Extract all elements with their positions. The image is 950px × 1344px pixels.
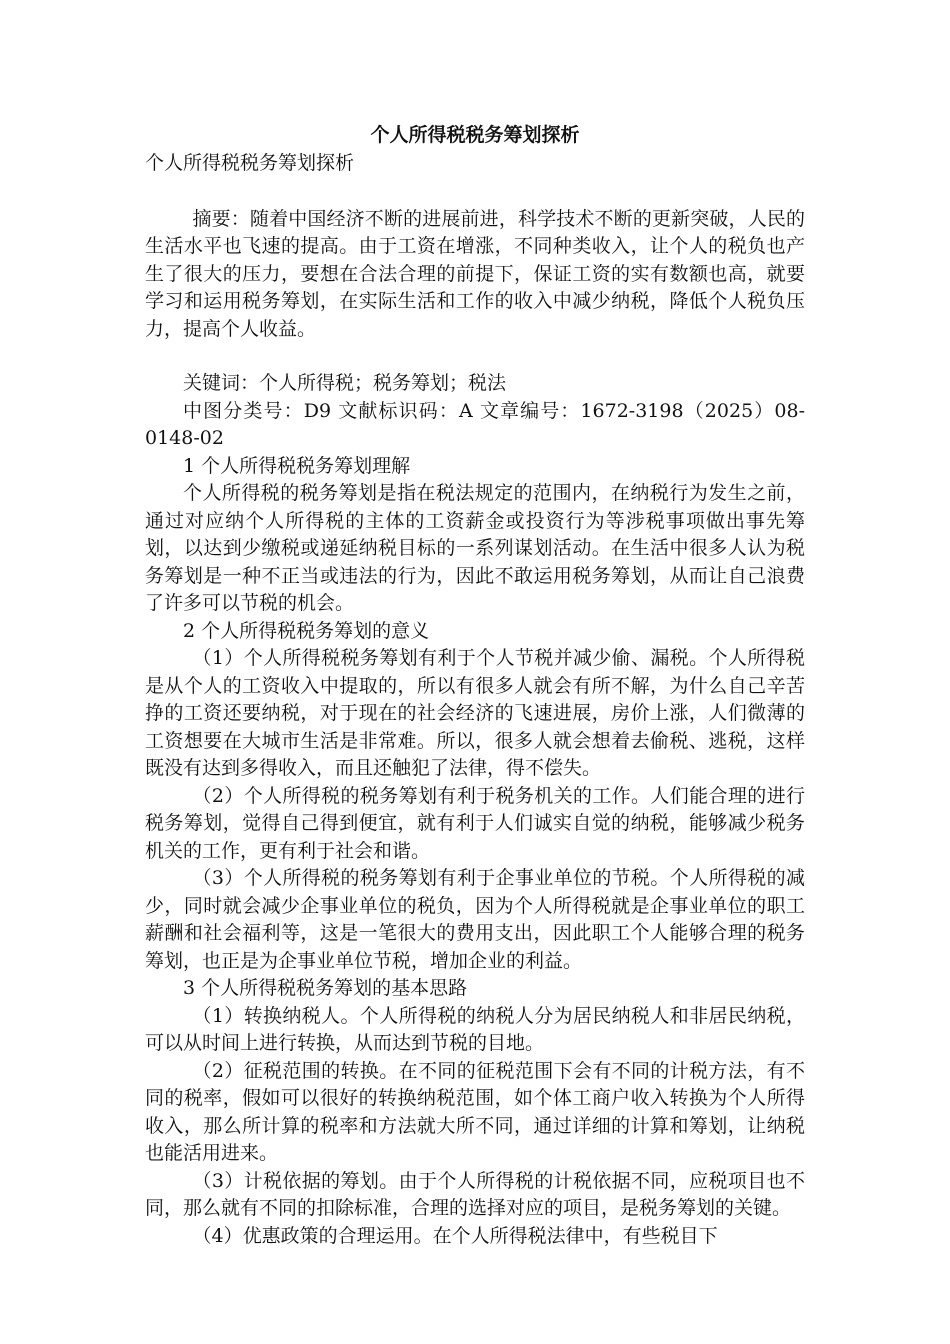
section-2-item-2: （2）个人所得税的税务筹划有利于税务机关的工作。人们能合理的进行税务筹划，觉得自己得到便宜，就有利于人们诚实自觉的纳税，能够减少税务机关的工作，更有利于社会和谐。 [145,784,805,862]
section-3-item-2: （2）征税范围的转换。在不同的征税范围下会有不同的计税方法，有不同的税率，假如可以很好的转换纳税范围，如个体工商户收入转换为个人所得收入，那么所计算的税率和方法就大所不同，通过详细的计算和筹划，让纳税也能活用进来。 [145,1059,805,1164]
section-3-item-3: （3）计税依据的筹划。由于个人所得税的计税依据不同，应税项目也不同，那么就有不同的扣除标准，合理的选择对应的项目，是税务筹划的关键。 [145,1169,805,1219]
document-page [145,120,805,1250]
classification-line: 中图分类号：D9 文献标识码：A 文章编号：1672-3198（2025）08-0148-02 [145,399,805,449]
section-1-body: 个人所得税的税务筹划是指在税法规定的范围内，在纳税行为发生之前，通过对应纳个人所得税的主体的工资薪金或投资行为等涉税事项做出事先筹划，以达到少缴税或递延纳税目标的一系列谋划活动。在生活中很多人认为税务筹划是一种不正当或违法的行为，因此不敢运用税务筹划，从而让自己浪费了许多可以节税的机会。 [145,482,805,614]
keywords-line: 关键词：个人所得税；税务筹划；税法 [183,372,507,394]
section-2-heading: 2 个人所得税税务筹划的意义 [183,619,430,642]
section-3-item-1: （1）转换纳税人。个人所得税的纳税人分为居民纳税人和非居民纳税，可以从时间上进行转换，从而达到节税的目地。 [145,1004,805,1054]
document-title: 个人所得税税务筹划探析 [370,124,580,146]
section-3-item-4: （4）优惠政策的合理运用。在个人所得税法律中，有些税目下 [192,1224,718,1247]
section-3-heading: 3 个人所得税税务筹划的基本思路 [183,977,468,999]
document-subtitle: 个人所得税税务筹划探析 [145,152,355,174]
section-2-item-3: （3）个人所得税的税务筹划有利于企事业单位的节税。个人所得税的减少，同时就会减少企事业单位的税负，因为个人所得税就是企事业单位的职工薪酬和社会福利等，这是一笔很大的费用支出，因此职工个人能够合理的税务筹划，也正是为企事业单位节税，增加企业的利益。 [145,867,805,972]
section-2-item-1: （1）个人所得税税务筹划有利于个人节税并减少偷、漏税。个人所得税是从个人的工资收入中提取的，所以有很多人就会有所不解，为什么自己辛苦挣的工资还要纳税，对于现在的社会经济的飞速进展，房价上涨，人们微薄的工资想要在大城市生活是非常难。所以，很多人就会想着去偷税、逃税，这样既没有达到多得收入，而且还触犯了法律，得不偿失。 [145,647,805,779]
abstract-paragraph: 摘要：随着中国经济不断的进展前进，科学技术不断的更新突破，人民的生活水平也飞速的提高。由于工资在增涨，不同种类收入，让个人的税负也产生了很大的压力，要想在合法合理的前提下，保证工资的实有数额也高，就要学习和运用税务筹划，在实际生活和工作的收入中减少纳税，降低个人税负压力，提高个人收益。 [145,207,805,340]
section-1-heading: 1 个人所得税税务筹划理解 [183,454,411,477]
